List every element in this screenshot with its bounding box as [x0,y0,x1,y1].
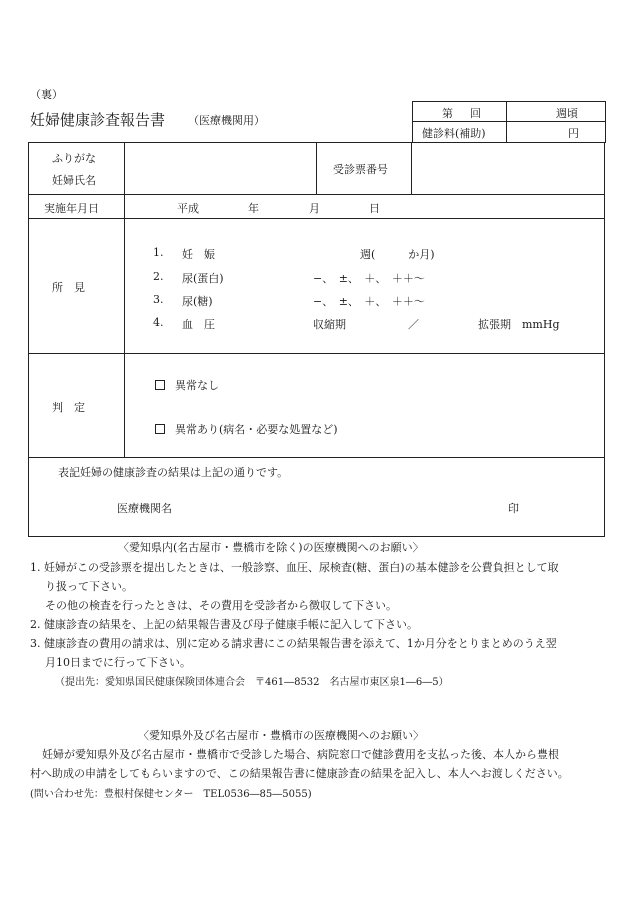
finding-num: 2. [153,270,164,283]
no-abnormal-label: 異常なし [175,379,219,392]
abnormal-checkbox[interactable] [155,424,165,434]
no-abnormal-checkbox[interactable] [155,380,165,390]
section2-title: 〈愛知県外及び名古屋市・豊橋市の医療機関へのお願い〉 [138,729,424,742]
section1-item2: 2. 健康診査の結果を、上記の結果報告書及び母子健康手帳に記入して下さい。 [30,618,418,631]
visit-weeks: 週頃 [556,107,578,120]
date-era: 平成 [177,202,199,215]
ticket-column-divider-left [316,142,317,195]
finding-bp-systolic: 収縮期 [313,318,346,331]
finding-pregnancy-label: 妊 娠 [182,248,215,261]
institution-label: 医療機関名 [117,502,172,515]
finding-pregnancy-value: 週( か月) [360,248,435,261]
pregnant-name-field[interactable] [126,144,314,193]
ticket-column-divider-right [411,142,412,195]
date-year: 年 [248,202,259,215]
seal-mark: 印 [508,502,519,515]
finding-urine-protein-value: −、 ±、 ＋、 ＋＋〜 [313,272,425,285]
finding-urine-sugar-value: −、 ±、 ＋、 ＋＋〜 [313,295,425,308]
visit-fee-table-divider [412,121,605,122]
finding-urine-sugar-label: 尿(糖) [182,295,213,308]
furigana-label: ふりがな [52,152,96,165]
findings-label: 所 見 [52,281,85,294]
fee-label: 健診料(補助) [422,127,486,140]
abnormal-option[interactable] [155,421,338,437]
back-side-label: （裏） [30,88,63,101]
section1-title: 〈愛知県内(名古屋市・豊橋市を除く)の医療機関へのお願い〉 [118,541,424,554]
pregnant-name-label: 妊婦氏名 [52,174,96,187]
section2-body-line1: 妊婦が愛知県外及び名古屋市・豊橋市で受診した場合、病院窓口で健診費用を支払った後、本人から豊根 [42,748,559,761]
visit-fee-table-col-divider [506,101,507,142]
no-abnormal-option[interactable] [155,377,219,393]
ticket-number-field[interactable] [413,144,602,193]
row-divider-findings [28,353,604,354]
label-column-divider [124,142,125,458]
date-month: 月 [309,202,320,215]
result-statement: 表記妊婦の健康診査の結果は上記の通りです。 [58,466,289,479]
section1-item3-line2: 月10日までに行って下さい。 [45,656,191,669]
finding-blood-pressure-label: 血 圧 [182,318,215,331]
judgement-label: 判 定 [52,401,85,414]
date-day: 日 [369,202,380,215]
visit-dai: 第 [442,107,453,120]
finding-bp-diastolic: 拡張期 mmHg [478,318,560,331]
finding-num: 1. [153,246,164,259]
section1-submit-address: （提出先：愛知県国民健康保険団体連合会 〒461―8532 名古屋市東区泉1―6―5） [55,677,449,688]
section2-body-line2: 村へ助成の申請をしてもらいますので、この結果報告書に健康診査の結果を記入し、本人へお渡しください。 [30,767,569,780]
fee-yen: 円 [568,127,579,140]
finding-num: 4. [153,316,164,329]
section1-item1-line1: 1. 妊婦がこの受診票を提出したときは、一般診察、血圧、尿検査(糖、蛋白)の基本健診を公費負担として取 [30,561,559,574]
abnormal-label: 異常あり(病名・必要な処置など) [175,423,338,436]
section2-contact: (問い合わせ先：豊根村保健センター TEL0536―85―5055) [30,789,312,800]
exam-date-label: 実施年月日 [44,202,99,215]
page-title: 妊婦健康診査報告書 [30,111,166,129]
visit-kai: 回 [470,107,481,120]
row-divider-date [28,218,604,219]
section1-item1-line3: その他の検査を行ったときは、その費用を受診者から徴収して下さい。 [45,599,397,612]
ticket-number-label: 受診票番号 [333,163,388,176]
row-divider-judgement [28,457,604,458]
section1-item3-line1: 3. 健康診査の費用の請求は、別に定める請求書にこの結果報告書を添えて、1か月分をとりまとめのうえ翌 [30,637,557,650]
finding-bp-slash: ／ [408,318,419,331]
finding-num: 3. [153,293,164,306]
finding-urine-protein-label: 尿(蛋白) [182,272,224,285]
section1-item1-line2: り扱って下さい。 [45,580,133,593]
title-note: （医療機関用） [188,114,265,127]
